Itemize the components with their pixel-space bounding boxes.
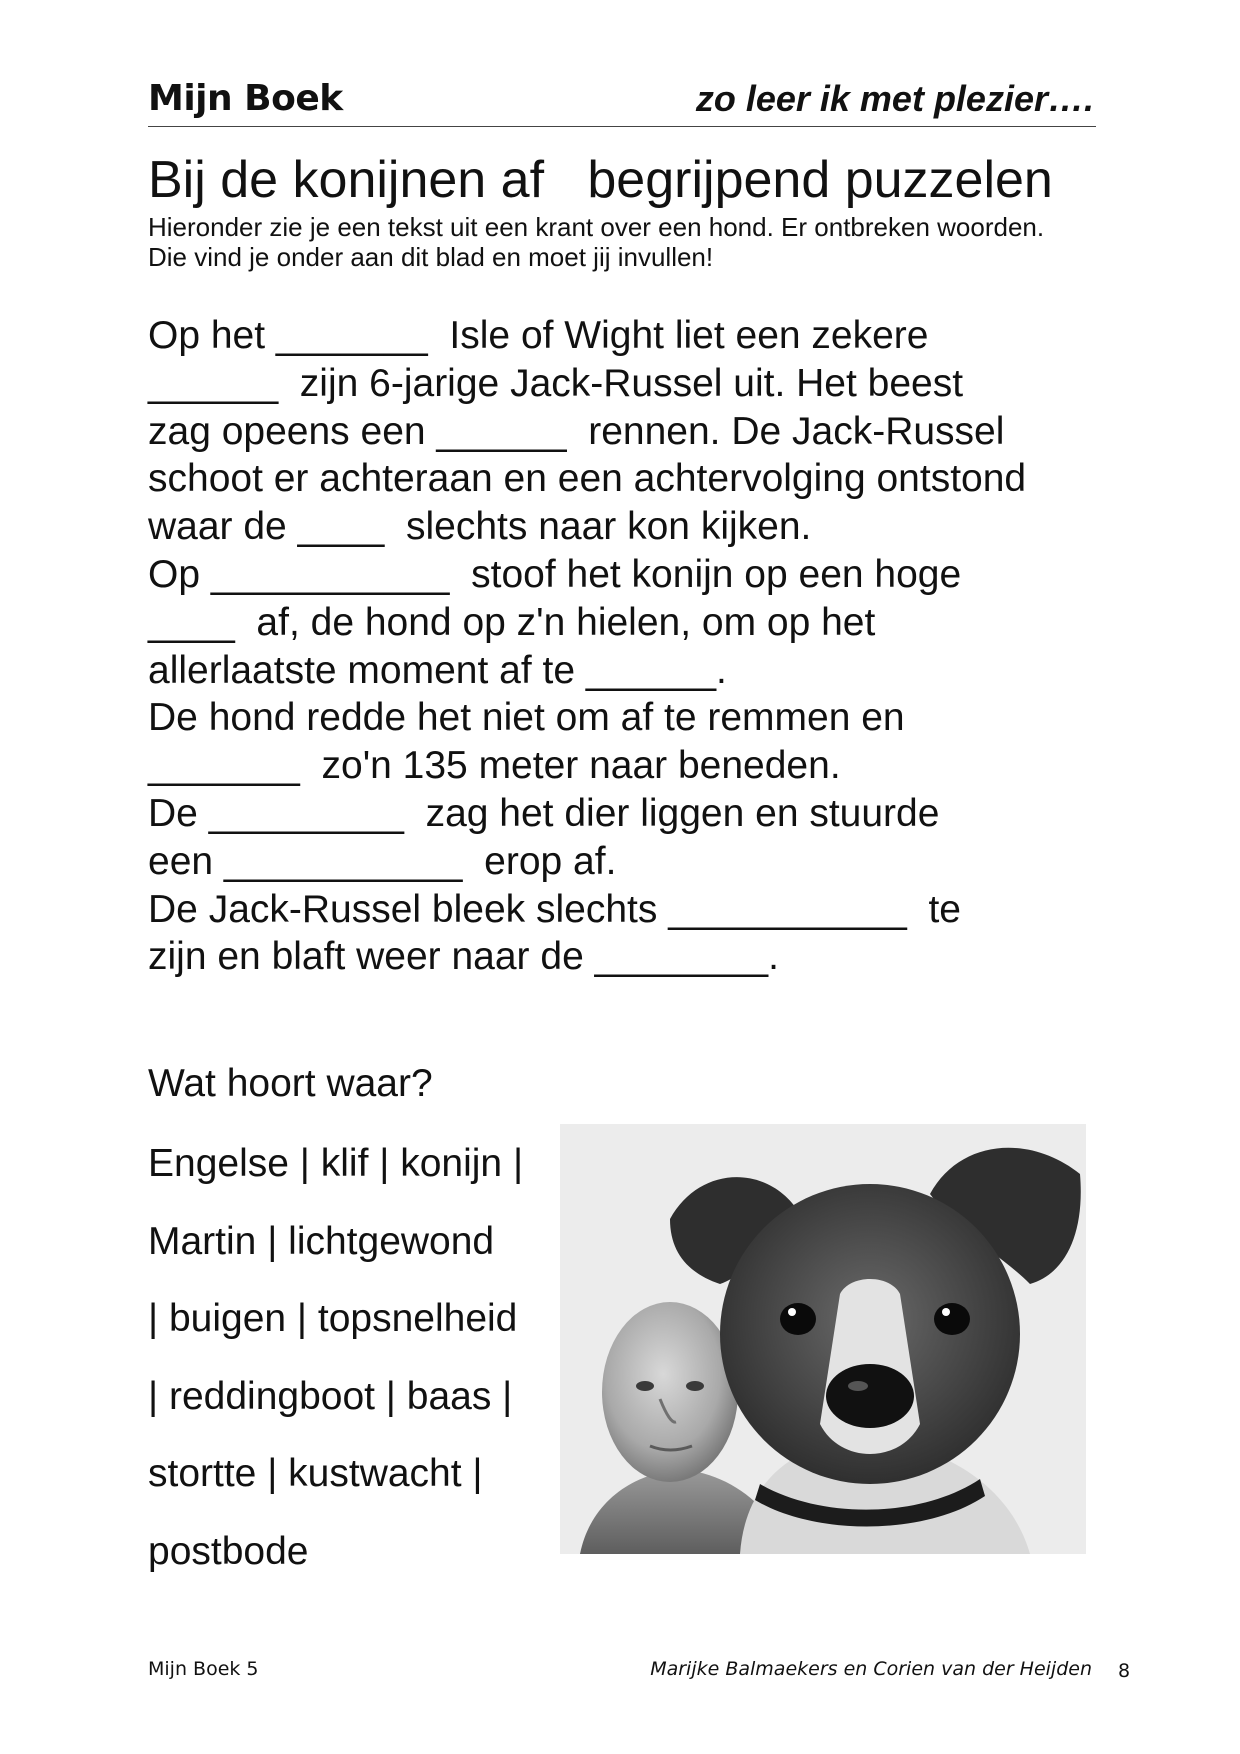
- man-and-dog-photo: [560, 1124, 1086, 1554]
- story-line: een ___________ erop af.: [148, 839, 617, 883]
- footer-authors: Marijke Balmaekers en Corien van der Heijden: [650, 1658, 1092, 1680]
- story-line: waar de ____ slechts naar kon kijken.: [148, 505, 812, 549]
- story-line: ____ af, de hond op z'n hielen, om op het: [148, 600, 876, 644]
- story-line: De hond redde het niet om af te remmen en: [148, 696, 905, 740]
- photo-illustration: [560, 1124, 1086, 1554]
- story-line: zijn en blaft weer naar de ________.: [148, 935, 779, 979]
- book-title: Mijn Boek: [148, 78, 343, 119]
- story-line: De _________ zag het dier liggen en stuurde: [148, 791, 940, 835]
- word-bank-line: Martin | lichtgewond: [148, 1219, 495, 1263]
- header-divider: [148, 126, 1096, 127]
- word-bank-line: | reddingboot | baas |: [148, 1374, 513, 1418]
- word-bank-line: | buigen | topsnelheid: [148, 1297, 518, 1341]
- story-line: schoot er achteraan en een achtervolging ontstond: [148, 457, 1027, 501]
- intro-text: Hieronder zie je een tekst uit een krant over een hond. Er ontbreken woorden. Die vind je onder aan dit blad en moet jij invullen!: [148, 212, 1045, 272]
- word-bank-line: Engelse | klif | konijn |: [148, 1142, 524, 1185]
- word-bank: [148, 1138, 523, 1604]
- story-line: Op het _______ Isle of Wight liet een zekere: [148, 314, 929, 357]
- word-bank-line: postbode: [148, 1529, 309, 1573]
- cloze-story: [148, 312, 1108, 981]
- book-slogan: zo leer ik met plezier….: [695, 78, 1094, 119]
- story-line: _______ zo'n 135 meter naar beneden.: [148, 744, 841, 788]
- story-line: ______ zijn 6-jarige Jack-Russel uit. Het beest: [148, 361, 964, 405]
- story-line: De Jack-Russel bleek slechts ___________ te: [148, 887, 961, 931]
- story-line: allerlaatste moment af te ______.: [148, 648, 727, 692]
- word-bank-line: stortte | kustwacht |: [148, 1452, 483, 1496]
- question-heading: Wat hoort waar?: [148, 1062, 433, 1105]
- story-line: zag opeens een ______ rennen. De Jack-Russel: [148, 409, 1005, 453]
- page-number: 8: [1118, 1660, 1131, 1682]
- story-line: Op ___________ stoof het konijn op een hoge: [148, 552, 962, 596]
- page-title: Bij de konijnen af begrijpend puzzelen: [148, 151, 1053, 209]
- footer-book: Mijn Boek 5: [148, 1658, 259, 1680]
